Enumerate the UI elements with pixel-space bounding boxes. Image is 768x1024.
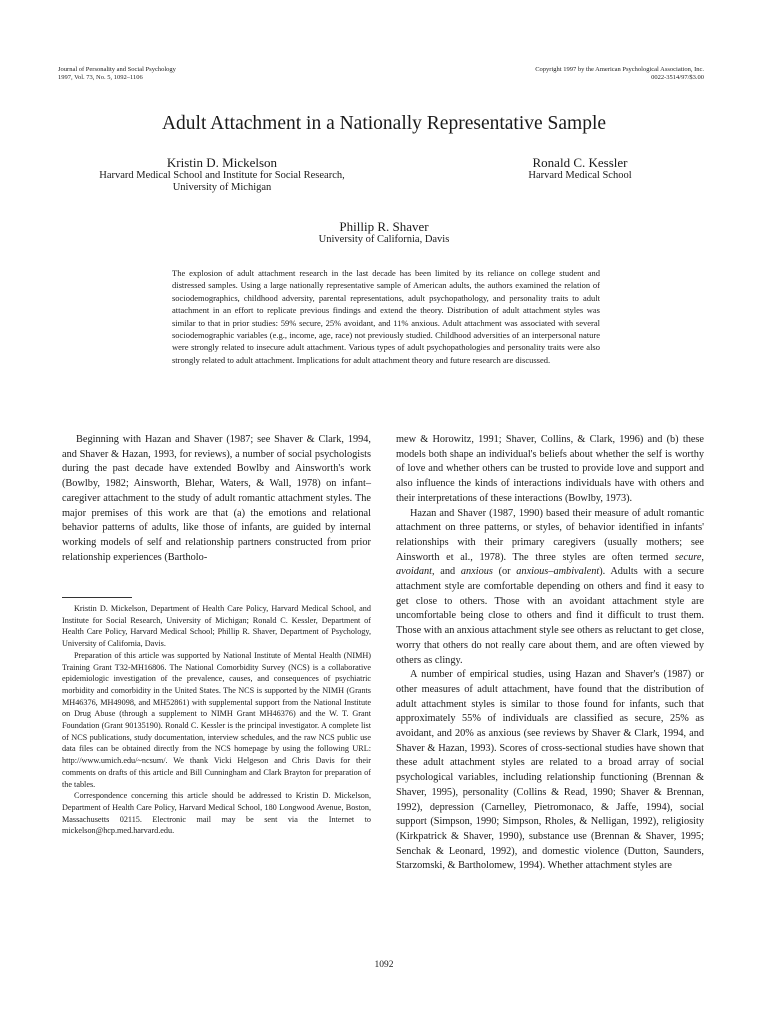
author-affiliation: Harvard Medical School — [528, 170, 632, 181]
author-shaver — [234, 219, 534, 246]
body-paragraph: Hazan and Shaver (1987, 1990) based their measure of adult romantic attachment on three patterns, or styles, of behavior identified in infants' relationships with their primary caregivers (usually mothers; see Ainsworth et al., 1978). The three styles are often termed secure, avoidant, and anxious (or anxious–ambivalent). Adults with a secure attachment style are comfortable depending on others and find it easy to get close to others. Those with an avoidant attachment style are uncomfortable being close to others and find it difficult to trust them. Those with an anxious attachment style see others as reluctant to get close, worry that others do not really care about them, and are often viewed by others as clingy. — [396, 507, 705, 666]
body-paragraph: A number of empirical studies, using Hazan and Shaver's (1987) or other measures of adult attachment, have found that the distribution of adult attachment styles is similar to those found for infants, such that approximately 55% of individuals are classified as secure, 25% as avoidant, and 20% as anxious (see reviews by Shaver & Clark, 1994, and Shaver & Hazan, 1993). Scores of cross-sectional studies have shown that these adult attachment styles are related to a broad array of social psychological variables, including relationship functioning (Brennan & Shaver, 1995), personality (Collins & Read, 1990; Shaver & Brennan, 1992), depression (Carnelley, Pietromonaco, & Jaffe, 1994), social support (Simpson, 1990; Simpson, Rholes, & Nelligan, 1992), religiosity (Kirkpatrick & Shaver, 1990), substance use (Brennan & Shaver, 1995; Senchak & Leonard, 1992), and domestic violence (Dutton, Saunders, Starzomski, & Bartholomew, 1994). Whether attachment styles are — [396, 669, 704, 872]
body-column-right — [396, 433, 704, 874]
author-affiliation: University of California, Davis — [318, 234, 450, 245]
journal-volume-info: 1997, Vol. 73, No. 5, 1092–1106 — [58, 74, 143, 81]
author-kessler — [440, 155, 720, 182]
journal-citation — [58, 66, 176, 82]
author-name: Phillip R. Shaver — [339, 219, 429, 234]
abstract: The explosion of adult attachment research in the last decade has been limited by its reliance on college student and distressed samples. Using a large nationally representative sample of American adults, the authors examined the relation of sociodemographics, childhood adversity, parental representations, adult psychopathology, and personality traits to adult attachment in an effort to replicate previous findings and extend the theory. Distribution of adult attachment styles was similar to that in prior studies: 59% secure, 25% avoidant, and 11% anxious. Adult attachment was associated with several sociodemographic variables (e.g., income, age, race) not previously studied. Childhood adversities of an interpersonal nature were strongly related to insecure adult attachment. Various types of adult psychopathologies and personality traits were also strongly related to adult attachment. Implications for adult attachment theory and future research are discussed. — [172, 268, 600, 365]
correspondence-note: Correspondence concerning this article should be addressed to Kristin D. Mickelson, Department of Health Care Policy, Harvard Medical School, 180 Longwood Avenue, Boston, Massachusetts 02115. Electronic mail may be sent via the Internet to mickelson@hcp.med.harvard.edu. — [62, 791, 371, 836]
journal-name: Journal of Personality and Social Psychology — [58, 66, 176, 73]
style-term-anxious-ambivalent: anxious–ambivalent — [516, 566, 600, 578]
funding-note: Preparation of this article was supported by National Institute of Mental Health (NIMH) Training Grant T32-MH16806. The National Comorbidity Survey (NCS) is a collaborative epidemiologic investigation of the prevalence, causes, and consequences of psychiatric morbidity and comorbidity in the United States. The NCS is supported by the NIMH (Grants MH46376, MH49098, and MH52861) with supplemental support from the National Institute on Drug Abuse (through a supplement to NIMH Grant MH46376) and the W. T. Grant Foundation (Grant 90135190). Ronald C. Kessler is the principal investigator. A complete list of NCS publications, study documentation, interview schedules, and the raw NCS public use data files can be obtained directly from the NCS homepage by using the following URL: http://www.umich.edu/~ncsum/. We thank Vicki Helgeson and Chris Davis for their comments on drafts of this article and Bill Cunningham and Clark Brayton for preparation of the tables. — [62, 650, 371, 789]
article-title: Adult Attachment in a Nationally Representative Sample — [161, 113, 607, 134]
issn-price: 0022-3514/97/$3.00 — [651, 74, 704, 81]
author-affiliation: Harvard Medical School and Institute for Social Research, — [99, 170, 345, 181]
author-mickelson — [72, 155, 372, 194]
author-affiliation: University of Michigan — [172, 182, 272, 193]
body-column-left — [62, 433, 371, 565]
copyright-notice — [535, 66, 704, 82]
page-number: 1092 — [374, 960, 394, 970]
footnote-divider — [62, 597, 132, 598]
author-name: Ronald C. Kessler — [532, 155, 628, 170]
author-note — [62, 603, 371, 837]
paragraph-text: ). Adults with a secure attachment style are comfortable depending on others and find it easy to get close to others. Those with an avoidant attachment style are uncomfortable being close to others and find it difficult to trust them. Those with an anxious attachment style see others as reluctant to get close, worry that others do not really care about them, and are often viewed by others as clingy. — [396, 566, 705, 666]
style-term-avoidant: avoidant — [396, 566, 433, 578]
author-affiliations-note: Kristin D. Mickelson, Department of Health Care Policy, Harvard Medical School, and Institute for Social Research, University of Michigan; Ronald C. Kessler, Department of Health Care Policy, Harvard Medical School; Phillip R. Shaver, Department of Psychology, University of California, Davis. — [62, 604, 371, 649]
style-term-secure: secure — [674, 551, 702, 563]
copyright-line: Copyright 1997 by the American Psychological Association, Inc. — [535, 66, 704, 73]
body-paragraph: Beginning with Hazan and Shaver (1987; see Shaver & Clark, 1994, and Shaver & Hazan, 1993, for reviews), a number of social psychologists during the past decade have extended Bowlby and Ainsworth's work (Bowlby, 1982; Ainsworth, Blehar, Waters, & Wall, 1978) on infant–caregiver attachment to the study of adult romantic attachment styles. The major premises of this work are that (a) the emotions and relational behavior patterns of adults, like those of infants, are guided by internal working models of self and relationship partners constructed from prior relationship experiences (Bartholo- — [62, 434, 371, 563]
paragraph-text: Hazan and Shaver (1987, 1990) based their measure of adult romantic attachment on three patterns, or styles, of behavior identified in infants' relationships with their primary caregivers (usually mothers; see Ainsworth et al., 1978). The three styles are often termed — [396, 507, 704, 563]
style-term-anxious: anxious — [460, 566, 493, 578]
author-name: Kristin D. Mickelson — [166, 155, 278, 170]
body-paragraph: mew & Horowitz, 1991; Shaver, Collins, & Clark, 1996) and (b) these models both shape an individual's beliefs about whether the self is worthy of love and whether others can be trusted to provide love and support and also influence the kinds of interactions individuals have with others and their interpretations of these interactions (Bowlby, 1973). — [396, 434, 704, 504]
